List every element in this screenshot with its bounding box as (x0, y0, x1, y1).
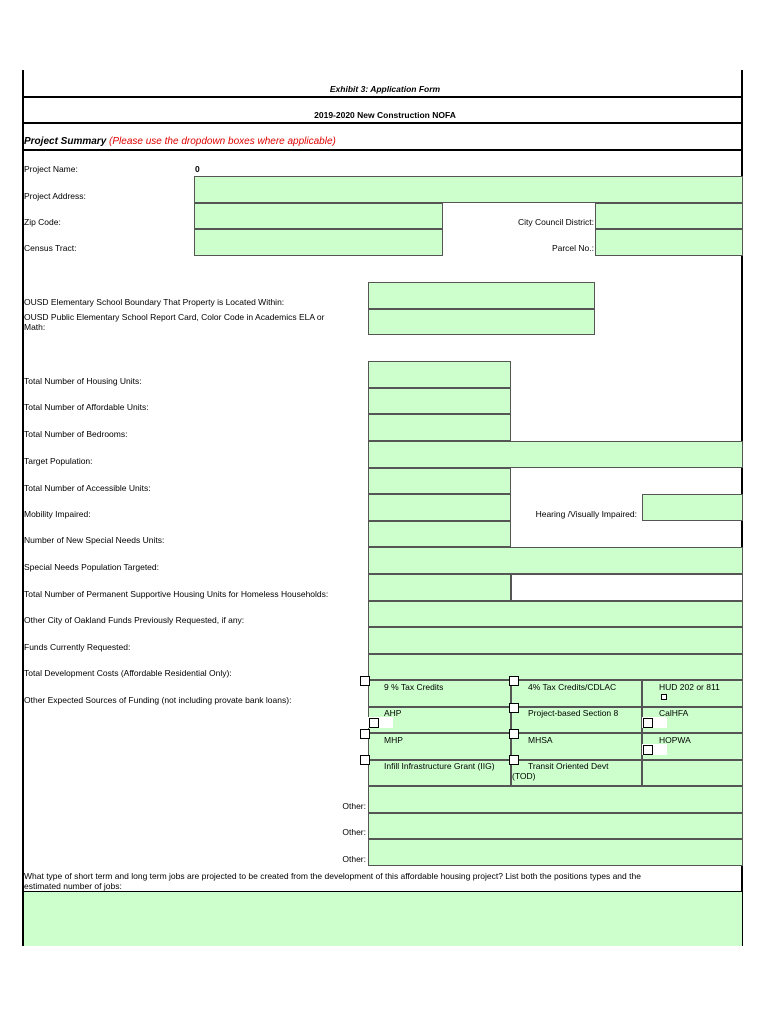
funding-pbs8-label: Project-based Section 8 (528, 708, 619, 718)
total-housing-units-field[interactable] (368, 361, 511, 388)
left-border (22, 70, 24, 946)
checkbox-pbs8[interactable] (509, 703, 519, 713)
nofa-title: 2019-2020 New Construction NOFA (314, 110, 456, 120)
funding-cell-empty (642, 760, 743, 786)
funds-requested-label: Funds Currently Requested: (24, 642, 131, 652)
other-field-1[interactable] (368, 786, 743, 813)
other-label-3: Other: (342, 854, 366, 864)
ousd-report-card-label-2: Math: (24, 322, 46, 332)
jobs-question-line-1: What type of short term and long term jobs are projected to be created from the development of this affordable housing project? List both the positions types and the (24, 871, 641, 881)
project-name-label: Project Name: (24, 164, 78, 174)
divider (22, 149, 743, 151)
checkbox-ahp[interactable] (369, 718, 379, 728)
city-council-district-label: City Council District: (517, 217, 594, 227)
parcel-no-label: Parcel No.: (551, 243, 594, 253)
target-population-field[interactable] (368, 441, 743, 468)
psh-units-field[interactable] (368, 574, 511, 601)
other-field-3[interactable] (368, 839, 743, 866)
other-sources-label: Other Expected Sources of Funding (not including provate bank loans): (24, 695, 292, 705)
project-address-field[interactable] (194, 176, 743, 203)
total-housing-units-label: Total Number of Housing Units: (24, 376, 142, 386)
special-needs-targeted-label: Special Needs Population Targeted: (24, 562, 159, 572)
new-special-needs-units-label: Number of New Special Needs Units: (24, 535, 165, 545)
exhibit-title: Exhibit 3: Application Form (329, 84, 441, 94)
funding-4pct-label: 4% Tax Credits/CDLAC (528, 682, 617, 692)
checkbox-hud[interactable] (661, 694, 667, 700)
target-population-label: Target Population: (24, 456, 93, 466)
checkbox-tod[interactable] (509, 755, 519, 765)
funding-mhp-label: MHP (384, 735, 403, 745)
funding-iig-label: Infill Infrastructure Grant (IIG) (384, 761, 495, 771)
total-dev-costs-label: Total Development Costs (Affordable Residential Only): (24, 668, 232, 678)
jobs-answer-field[interactable] (24, 892, 742, 946)
funding-9pct-label: 9 % Tax Credits (384, 682, 444, 692)
funding-hud-label: HUD 202 or 811 (659, 682, 720, 692)
mobility-impaired-field[interactable] (368, 494, 511, 521)
funds-requested-field[interactable] (368, 627, 743, 654)
new-special-needs-units-field[interactable] (368, 521, 511, 547)
checkbox-calhfa[interactable] (643, 718, 653, 728)
summary-heading-text: Project Summary (24, 136, 107, 147)
psh-units-label: Total Number of Permanent Supportive Housing Units for Homeless Households: (24, 589, 329, 599)
checkbox-mhsa[interactable] (509, 729, 519, 739)
total-bedrooms-field[interactable] (368, 414, 511, 441)
mobility-impaired-label: Mobility Impaired: (24, 509, 91, 519)
checkbox-mhp[interactable] (360, 729, 370, 739)
funding-calhfa-label: CalHFA (659, 708, 689, 718)
total-affordable-units-label: Total Number of Affordable Units: (24, 402, 149, 412)
project-summary-heading (24, 137, 336, 147)
project-name-value: 0 (195, 164, 200, 174)
total-affordable-units-field[interactable] (368, 388, 511, 414)
parcel-no-field[interactable] (595, 229, 743, 256)
ousd-boundary-label: OUSD Elementary School Boundary That Property is Located Within: (24, 297, 285, 307)
total-bedrooms-label: Total Number of Bedrooms: (24, 429, 128, 439)
psh-side-box (511, 574, 743, 601)
funding-mhsa-label: MHSA (528, 735, 553, 745)
checkbox-4pct[interactable] (509, 676, 519, 686)
other-oakland-funds-field[interactable] (368, 601, 743, 627)
other-field-2[interactable] (368, 813, 743, 839)
ousd-report-card-field[interactable] (368, 309, 595, 335)
funding-tod-label-1: Transit Oriented Devt (528, 761, 609, 771)
zip-code-label: Zip Code: (24, 217, 61, 227)
total-accessible-units-label: Total Number of Accessible Units: (24, 483, 151, 493)
ousd-report-card-label-1: OUSD Public Elementary School Report Card, Color Code in Academics ELA or (24, 312, 325, 322)
project-address-label: Project Address: (24, 191, 86, 201)
hearing-visually-impaired-field[interactable] (642, 494, 743, 521)
jobs-question-line-2: estimated number of jobs: (24, 881, 122, 891)
total-accessible-units-field[interactable] (368, 468, 511, 494)
summary-note: (Please use the dropdown boxes where applicable) (109, 136, 336, 147)
divider (22, 122, 743, 124)
checkbox-iig[interactable] (360, 755, 370, 765)
funding-hopwa-label: HOPWA (659, 735, 691, 745)
funding-tod-label-2: (TOD) (512, 771, 536, 781)
funding-ahp-label: AHP (384, 708, 402, 718)
census-tract-field[interactable] (194, 229, 443, 256)
other-oakland-funds-label: Other City of Oakland Funds Previously Requested, if any: (24, 615, 245, 625)
checkbox-9pct[interactable] (360, 676, 370, 686)
divider (22, 96, 743, 98)
city-council-district-field[interactable] (595, 203, 743, 229)
census-tract-label: Census Tract: (24, 243, 77, 253)
zip-code-field[interactable] (194, 203, 443, 229)
other-label-2: Other: (342, 827, 366, 837)
other-label-1: Other: (342, 801, 366, 811)
checkbox-hopwa[interactable] (643, 745, 653, 755)
hearing-visually-impaired-label: Hearing /Visually Impaired: (535, 509, 637, 519)
special-needs-targeted-field[interactable] (368, 547, 743, 574)
ousd-boundary-field[interactable] (368, 282, 595, 309)
total-dev-costs-field[interactable] (368, 654, 743, 680)
